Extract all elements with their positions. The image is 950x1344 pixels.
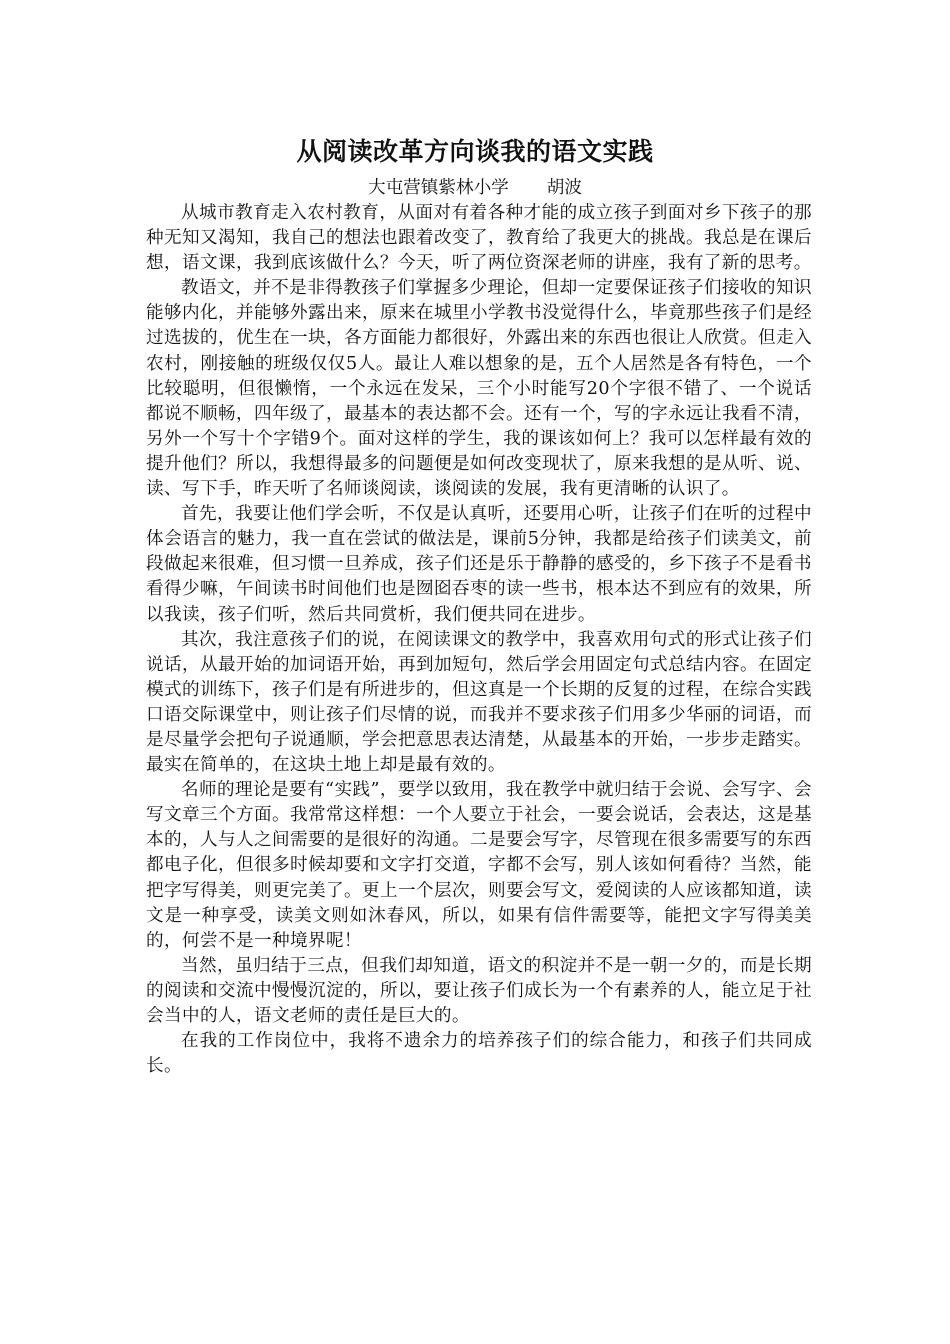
document-body bbox=[146, 201, 812, 1079]
author-name: 胡波 bbox=[546, 178, 582, 198]
body-paragraph: 从城市教育走入农村教育，从面对有着各种才能的成立孩子到面对乡下孩子的那种无知又渴知，我自己的想法也跟着改变了，教育给了我更大的挑战。我总是在课后想，语文课，我到底该做什么？今天，听了两位资深老师的讲座，我有了新的思考。 bbox=[146, 203, 812, 274]
body-paragraph: 教语文，并不是非得教孩子们掌握多少理论，但却一定要保证孩子们接收的知识能够内化，并能够外露出来，原来在城里小学教书没觉得什么，毕竟那些孩子们是经过选拔的，优生在一块，各方面能力都很好，外露出来的东西也很让人欣赏。但走入农村，刚接触的班级仅仅5人。最让人难以想象的是，五个人居然是各有特色，一个比较聪明，但很懒惰，一个永远在发呆，三个小时能写20个字很不错了、一个说话都说不顺畅，四年级了，最基本的表达都不会。还有一个，写的字永远让我看不清，另外一个写十个字错9个。面对这样的学生，我的课该如何上？我可以怎样最有效的提升他们？所以，我想得最多的问题便是如何改变现状了，原来我想的是从听、说、读、写下手，昨天听了名师谈阅读，谈阅读的发展，我有更清晰的认识了。 bbox=[146, 278, 812, 500]
author-organization: 大屯营镇紫林小学 bbox=[368, 178, 509, 198]
body-paragraph: 其次，我注意孩子们的说，在阅读课文的教学中，我喜欢用句式的形式让孩子们说话，从最开始的加词语开始，再到加短句，然后学会用固定句式总结内容。在固定模式的训练下，孩子们是有所进步的，但这真是一个长期的反复的过程，在综合实践口语交际课堂中，则让孩子们尽情的说，而我并不要求孩子们用多少华丽的词语，而是尽量学会把句子说通顺，学会把意思表达清楚，从最基本的开始，一步步走踏实。最实在简单的，在这块土地上却是最有效的。 bbox=[146, 629, 812, 776]
body-paragraph: 在我的工作岗位中，我将不遗余力的培养孩子们的综合能力，和孩子们共同成长。 bbox=[146, 1031, 812, 1077]
body-paragraph: 名师的理论是要有“实践”，要学以致用，我在教学中就归结于会说、会写字、会写文章三个方面。我常常这样想：一个人要立于社会，一要会说话，会表达，这是基本的，人与人之间需要的是很好的沟通。二是要会写字，尽管现在很多需要写的东西都电子化，但很多时候却要和文字打交道，字都不会写，别人该如何看待？当然，能把字写得美，则更完美了。更上一个层次，则要会写文，爱阅读的人应该都知道，读文是一种享受，读美文则如沐春风，所以，如果有信件需要等，能把文字写得美美的，何尝不是一种境界呢！ bbox=[146, 780, 812, 951]
body-paragraph: 首先，我要让他们学会听，不仅是认真听，还要用心听，让孩子们在听的过程中体会语言的魅力，我一直在尝试的做法是，课前5分钟，我都是给孩子们读美文，前段做起来很难，但习惯一旦养成，孩子们还是乐于静静的感受的，乡下孩子不是看书看得少嘛，午间读书时间他们也是囫囵吞枣的读一些书，根本达不到应有的效果，所以我读，孩子们听，然后共同赏析，我们便共同在进步。 bbox=[146, 504, 812, 625]
body-paragraph: 当然，虽归结于三点，但我们却知道，语文的积淀并不是一朝一夕的，而是长期的阅读和交流中慢慢沉淀的，所以，要让孩子们成长为一个有素养的人，能立足于社会当中的人，语文老师的责任是巨大的。 bbox=[146, 955, 812, 1026]
author-byline bbox=[0, 176, 950, 200]
document-title: 从阅读改革方向谈我的语文实践 bbox=[296, 137, 654, 166]
